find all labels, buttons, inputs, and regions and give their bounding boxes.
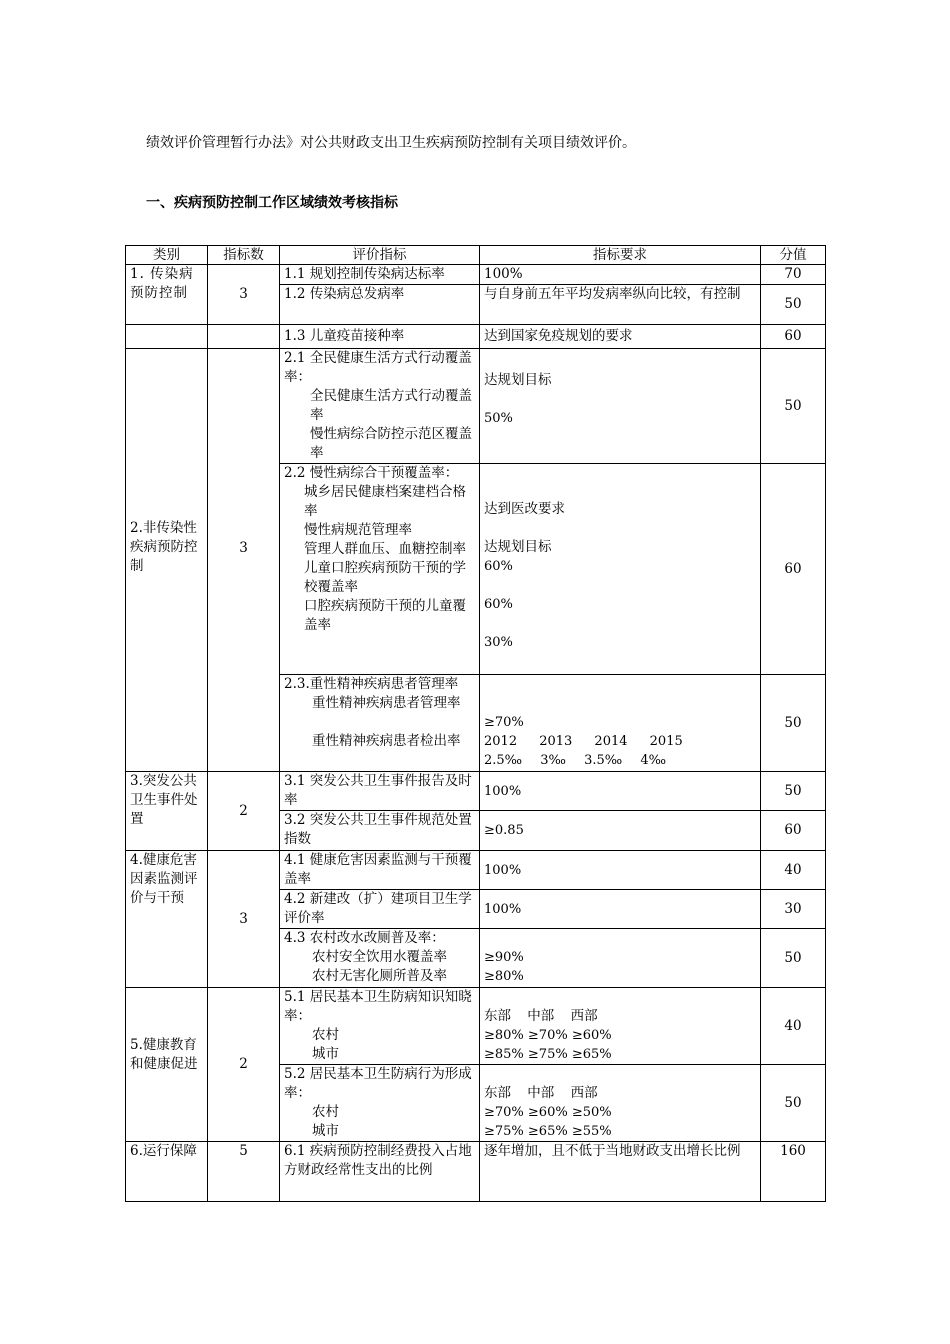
requirement-line: ≥75% ≥65% ≥55%: [484, 1124, 612, 1139]
table-row: [126, 1142, 826, 1202]
indicator-title: 5.1 居民基本卫生防病知识知晓率：: [284, 989, 472, 1024]
score-cell: 50: [761, 285, 826, 325]
table-row: [126, 325, 826, 349]
requirement-cell: 达到国家免疫规划的要求: [480, 325, 761, 349]
indicator-sub: 管理人群血压、血糖控制率: [304, 541, 466, 557]
indicator-sub: 农村: [312, 1104, 339, 1120]
requirement-cell: 100%: [480, 772, 761, 811]
indicator-sub: 城市: [312, 1046, 339, 1062]
indicator-title: 2.1 全民健康生活方式行动覆盖率：: [284, 350, 472, 385]
category-cell: 6.运行保障: [126, 1142, 208, 1202]
score-cell: 60: [761, 811, 826, 851]
header-score: 分值: [761, 246, 826, 265]
score-cell: 60: [761, 325, 826, 349]
indicator-title: 2.2 慢性病综合干预覆盖率：: [284, 465, 459, 481]
indicator-title: 2.3.重性精神疾病患者管理率: [284, 676, 459, 692]
indicator-cell: [280, 1065, 480, 1142]
count-cell: [208, 325, 280, 349]
indicator-cell: 6.1 疾病预防控制经费投入占地方财政经常性支出的比例: [280, 1142, 480, 1202]
requirement-line: ≥90%: [484, 950, 524, 965]
indicator-sub: 全民健康生活方式行动覆盖率: [310, 388, 472, 423]
category-cell: [126, 325, 208, 349]
requirement-line: 30%: [484, 635, 513, 650]
indicator-sub: 儿童口腔疾病预防干预的学校覆盖率: [304, 560, 466, 595]
header-requirement: 指标要求: [480, 246, 761, 265]
table-row: [126, 988, 826, 1065]
count-cell: 2: [208, 988, 280, 1142]
indicator-title: 5.2 居民基本卫生防病行为形成率：: [284, 1066, 472, 1101]
requirement-line: ≥70%: [484, 715, 524, 730]
section-heading: 一、疾病预防控制工作区域绩效考核指标: [146, 195, 398, 211]
table-row: [126, 772, 826, 811]
requirement-cell: ≥0.85: [480, 811, 761, 851]
requirement-line: 50%: [484, 411, 513, 426]
indicator-cell: 3.2 突发公共卫生事件规范处置指数: [280, 811, 480, 851]
requirement-line: ≥80% ≥70% ≥60%: [484, 1028, 612, 1043]
indicator-sub: 口腔疾病预防干预的儿童覆盖率: [304, 598, 466, 633]
count-cell: 2: [208, 772, 280, 851]
requirement-cell: [480, 1065, 761, 1142]
requirement-cell: 100%: [480, 890, 761, 929]
indicator-sub: 城乡居民健康档案建档合格率: [304, 484, 466, 519]
indicator-sub: 农村: [312, 1027, 339, 1043]
indicator-cell: 1.3 儿童疫苗接种率: [280, 325, 480, 349]
score-cell: 50: [761, 349, 826, 464]
score-cell: 30: [761, 890, 826, 929]
table-row: [126, 851, 826, 890]
indicator-sub: 重性精神疾病患者检出率: [312, 733, 461, 749]
indicator-sub: 农村安全饮用水覆盖率: [312, 949, 447, 965]
requirement-line: 60%: [484, 559, 513, 574]
category-cell: 4.健康危害因素监测评价与干预: [126, 851, 208, 988]
category-cell: 1. 传染病预防控制: [126, 265, 208, 325]
count-cell: 3: [208, 851, 280, 988]
indicator-title: 4.3 农村改水改厕普及率：: [284, 930, 445, 946]
score-cell: 40: [761, 851, 826, 890]
indicator-cell: [280, 675, 480, 772]
indicator-sub: 慢性病综合防控示范区覆盖率: [310, 426, 472, 461]
indicator-cell: 1.1 规划控制传染病达标率: [280, 265, 480, 285]
indicator-cell: 3.1 突发公共卫生事件报告及时率: [280, 772, 480, 811]
requirement-cell: [480, 675, 761, 772]
category-cell: 3.突发公共卫生事件处置: [126, 772, 208, 851]
requirement-cell: [480, 464, 761, 675]
category-cell: 5.健康教育和健康促进: [126, 988, 208, 1142]
indicator-table: [125, 245, 826, 1202]
score-cell: 50: [761, 1065, 826, 1142]
indicator-cell: 4.2 新建改（扩）建项目卫生学评价率: [280, 890, 480, 929]
requirement-cell: 100%: [480, 851, 761, 890]
indicator-sub: 城市: [312, 1123, 339, 1139]
requirement-cell: [480, 929, 761, 988]
requirement-cell: 逐年增加，且不低于当地财政支出增长比例: [480, 1142, 761, 1202]
requirement-line: 达规划目标: [484, 372, 552, 388]
count-cell: 3: [208, 265, 280, 325]
header-category: 类别: [126, 246, 208, 265]
score-cell: 60: [761, 464, 826, 675]
score-cell: 70: [761, 265, 826, 285]
indicator-cell: [280, 988, 480, 1065]
requirement-line: 东部 中部 西部: [484, 1085, 598, 1101]
requirement-line: 2.5‰ 3‰ 3.5‰ 4‰: [484, 753, 667, 768]
indicator-sub: 慢性病规范管理率: [304, 522, 412, 538]
count-cell: 5: [208, 1142, 280, 1202]
requirement-line: 东部 中部 西部: [484, 1008, 598, 1024]
score-cell: 50: [761, 929, 826, 988]
requirement-line: 达到医改要求: [484, 501, 565, 517]
indicator-cell: [280, 464, 480, 675]
score-cell: 40: [761, 988, 826, 1065]
table-row: [126, 265, 826, 285]
table-row: [126, 349, 826, 464]
header-indicator: 评价指标: [280, 246, 480, 265]
intro-paragraph: 绩效评价管理暂行办法》对公共财政支出卫生疾病预防控制有关项目绩效评价。: [146, 135, 636, 151]
indicator-cell: 4.1 健康危害因素监测与干预覆盖率: [280, 851, 480, 890]
requirement-line: ≥80%: [484, 969, 524, 984]
indicator-sub: 农村无害化厕所普及率: [312, 968, 447, 984]
score-cell: 50: [761, 675, 826, 772]
table-header-row: [126, 246, 826, 265]
requirement-cell: [480, 349, 761, 464]
requirement-cell: [480, 988, 761, 1065]
requirement-line: 60%: [484, 597, 513, 612]
requirement-cell: 与自身前五年平均发病率纵向比较，有控制: [480, 285, 761, 325]
count-cell: 3: [208, 349, 280, 772]
score-cell: 50: [761, 772, 826, 811]
requirement-line: ≥70% ≥60% ≥50%: [484, 1105, 612, 1120]
indicator-cell: [280, 929, 480, 988]
indicator-sub: 重性精神疾病患者管理率: [312, 695, 461, 711]
indicator-cell: 1.2 传染病总发病率: [280, 285, 480, 325]
score-cell: 160: [761, 1142, 826, 1202]
requirement-line: ≥85% ≥75% ≥65%: [484, 1047, 612, 1062]
indicator-cell: [280, 349, 480, 464]
requirement-cell: 100%: [480, 265, 761, 285]
header-count: 指标数: [208, 246, 280, 265]
requirement-line: 达规划目标: [484, 539, 552, 555]
category-cell: 2.非传染性疾病预防控制: [126, 349, 208, 772]
requirement-line: 2012 2013 2014 2015: [484, 734, 683, 749]
